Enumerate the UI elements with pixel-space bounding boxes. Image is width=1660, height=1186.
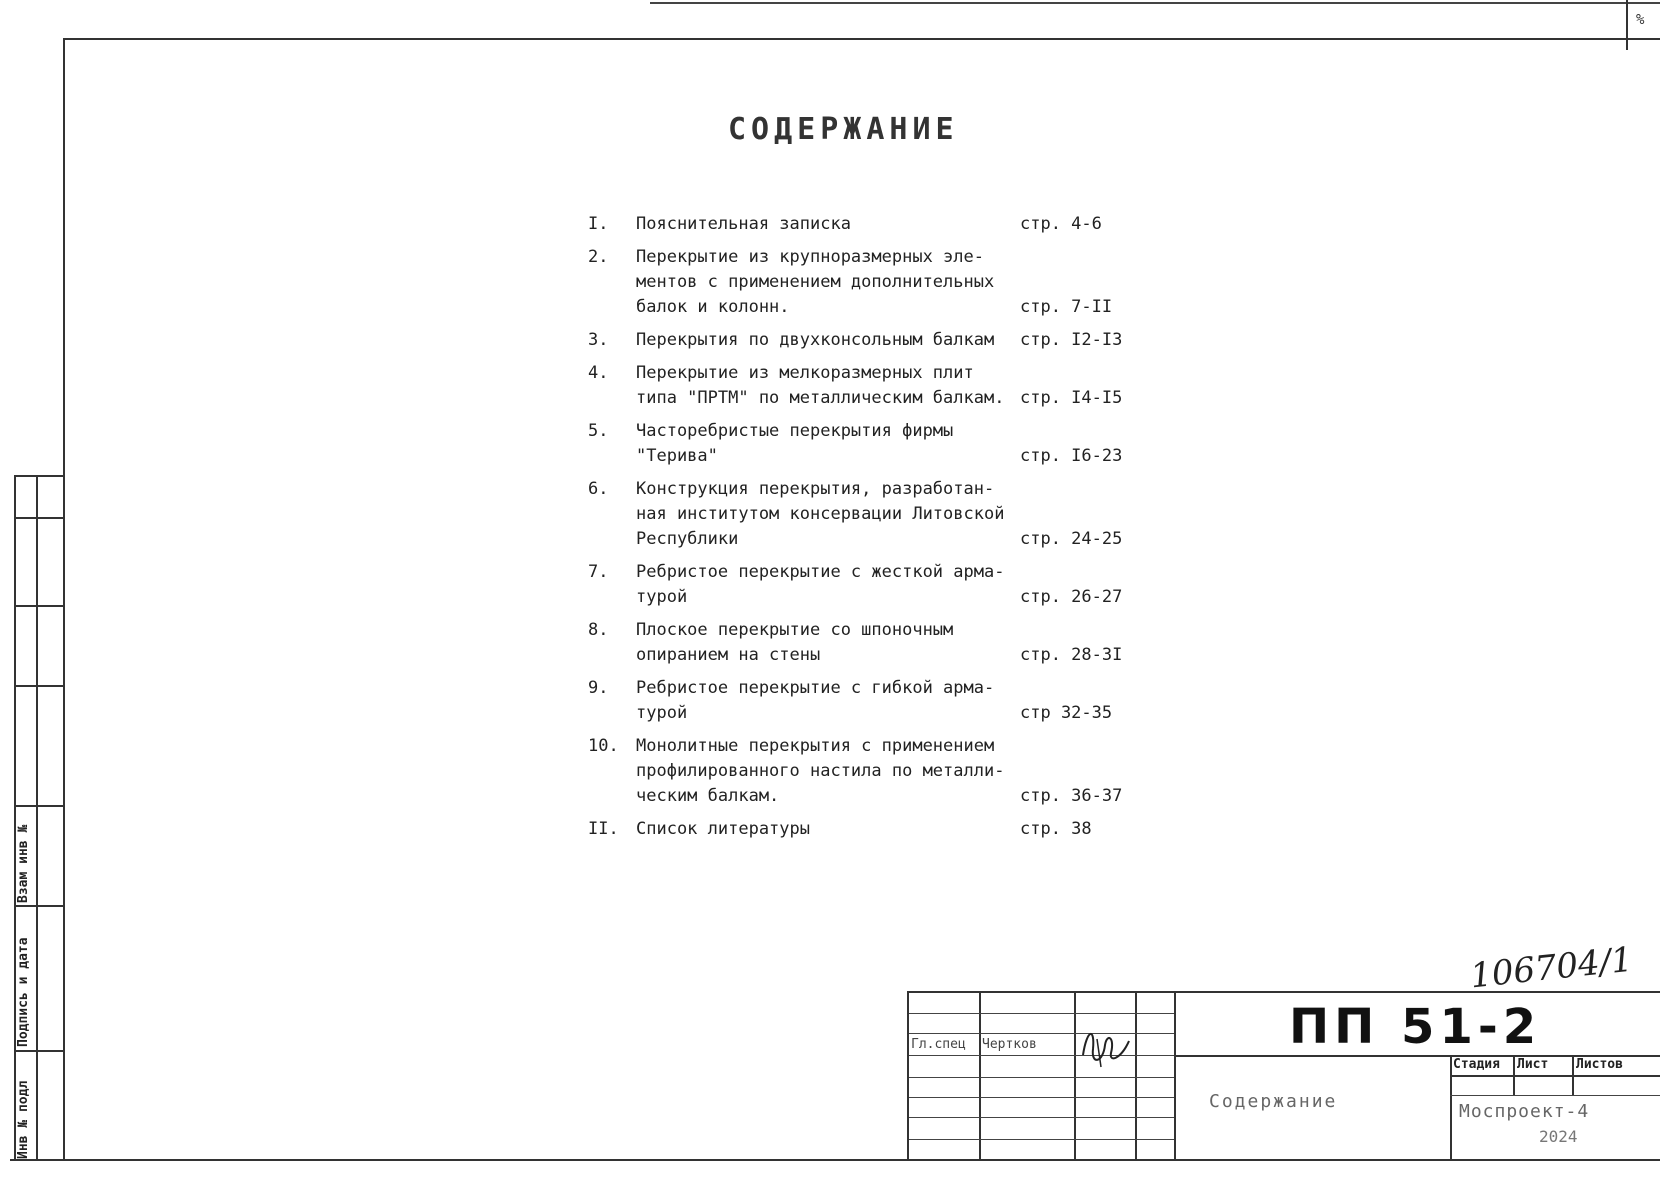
toc-item-line: Часторебристые перекрытия фирмы [636,421,954,441]
stamp-col-line [14,475,16,1159]
inventory-number: 106704/1 [1468,939,1635,997]
toc-item-line: Республики [636,529,739,549]
toc-item-line: профилированного настила по металли- [636,761,1005,781]
toc-item-number: 7. [588,562,609,582]
corner-mark: % [1636,12,1645,28]
table-of-contents [588,212,1148,850]
toc-item-number: 6. [588,479,609,499]
stamp-row-line [14,905,63,907]
toc-item-number: 2. [588,247,609,267]
toc-item [588,817,1148,842]
sheet-top-edge [650,2,1660,4]
toc-item-page: стр. 7-II [1020,297,1113,317]
document-code: ПП 51-2 [1289,999,1542,1055]
side-binding-stamp [14,475,63,1159]
toc-item-line: ческим балкам. [636,786,780,806]
toc-item-line: Список литературы [636,819,810,839]
side-label-vzam-inv: Взам инв № [16,824,31,903]
toc-item-number: II. [588,819,619,839]
toc-item [588,560,1148,610]
toc-item-line: ментов с применением дополнительных [636,272,995,292]
stamp-row-line [14,805,63,807]
toc-item-line: "Терива" [636,446,718,466]
stamp-row-line [14,517,63,519]
toc-item-line: Пояснительная записка [636,214,851,234]
toc-item [588,419,1148,469]
toc-item-line: Ребристое перекрытие с гибкой арма- [636,678,995,698]
toc-item [588,328,1148,353]
sheet-corner-line [1626,0,1628,50]
toc-item-line: Перекрытие из мелкоразмерных плит [636,363,974,383]
tb-grid-line [909,1117,1174,1118]
toc-item [588,245,1148,320]
stamp-row-line [14,685,63,687]
stage-header: Стадия [1453,1057,1500,1072]
toc-item-text [636,328,1020,353]
tb-grid-line [909,1077,1174,1078]
toc-item-line: типа "ПРТМ" по металлическим балкам. [636,388,1005,408]
toc-item [588,212,1148,237]
document-title: Содержание [1209,1091,1338,1112]
sheet-frame-left [63,38,65,1161]
toc-item-number: 5. [588,421,609,441]
toc-item-number: 4. [588,363,609,383]
toc-item-line: турой [636,703,688,723]
toc-item-line: ная институтом консервации Литовской [636,504,1005,524]
toc-item-number: 10. [588,736,619,756]
toc-item-number: 9. [588,678,609,698]
sheet-frame-top [63,38,1660,40]
toc-item-page: стр. 24-25 [1020,529,1123,549]
tb-grid-line [909,1097,1174,1098]
side-label-inv-podl: Инв № подл [16,1080,31,1159]
toc-item-line: турой [636,587,688,607]
stamp-row-line [14,605,63,607]
tb-grid-line [909,1139,1174,1140]
toc-item [588,618,1148,668]
toc-item-text [636,734,1020,809]
toc-item-text [636,361,1020,411]
toc-item-page: стр. I2-I3 [1020,330,1123,350]
toc-item-text [636,419,1020,469]
sheet-header: Лист [1517,1057,1549,1072]
toc-item-line: Перекрытие из крупноразмерных эле- [636,247,984,267]
toc-item-page: стр. 38 [1020,819,1092,839]
toc-item-text [636,618,1020,668]
organization-name: Моспроект-4 [1459,1101,1590,1122]
stamp-row-line [14,475,63,477]
toc-item-text [636,212,1020,237]
toc-item-line: Перекрытия по двухконсольным балкам [636,330,995,350]
toc-item-page: стр 32-35 [1020,703,1113,723]
toc-item-page: стр. 36-37 [1020,786,1123,806]
toc-item-line: опиранием на стены [636,645,821,665]
stamp-col-line [36,475,38,1159]
tb-grid-line [1450,1075,1660,1077]
toc-item-line: Конструкция перекрытия, разработан- [636,479,995,499]
toc-item-text [636,676,1020,726]
page-title: СОДЕРЖАНИЕ [728,112,959,147]
tb-grid-line [909,1013,1174,1014]
toc-item-number: I. [588,214,609,234]
toc-item [588,676,1148,726]
toc-item [588,361,1148,411]
toc-item-page: стр. 28-3I [1020,645,1123,665]
signer-name: Чертков [982,1037,1037,1052]
toc-item-text [636,817,1020,842]
tb-grid-line [1450,1095,1660,1096]
toc-item-line: балок и колонн. [636,297,790,317]
toc-item-number: 3. [588,330,609,350]
toc-item [588,734,1148,809]
title-block [907,991,1660,1161]
toc-item [588,477,1148,552]
organization-sub: 2024 [1539,1127,1578,1146]
toc-item-line: Монолитные перекрытия с применением [636,736,995,756]
signer-role: Гл.спец [911,1037,966,1052]
toc-item-page: стр. 26-27 [1020,587,1123,607]
side-label-signature-date: Подпись и дата [16,937,31,1047]
toc-item-page: стр. I6-23 [1020,446,1123,466]
toc-item-text [636,477,1020,552]
toc-item-line: Ребристое перекрытие с жесткой арма- [636,562,1005,582]
toc-item-text [636,560,1020,610]
toc-item-text [636,245,1020,320]
toc-item-number: 8. [588,620,609,640]
stamp-row-line [14,1050,63,1052]
toc-item-page: стр. I4-I5 [1020,388,1123,408]
toc-item-line: Плоское перекрытие со шпоночным [636,620,954,640]
sheets-count-header: Листов [1576,1057,1623,1072]
tb-grid-line [1572,1055,1574,1095]
toc-item-page: стр. 4-6 [1020,214,1102,234]
signature-mark [1077,1019,1137,1071]
tb-grid-line [1174,993,1176,1161]
tb-grid-line [1513,1055,1515,1095]
